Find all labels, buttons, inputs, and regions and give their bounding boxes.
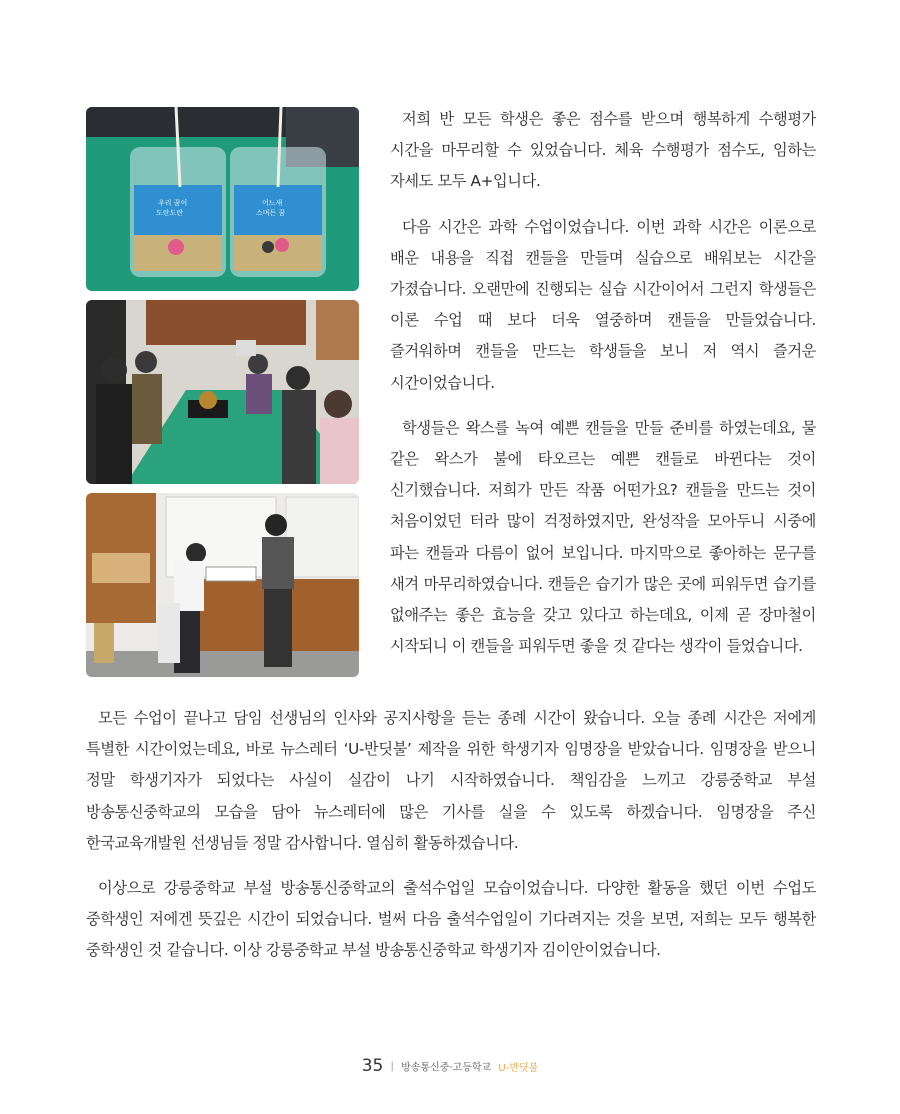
candle-label-right-1: 어느새 [262,199,283,207]
paragraph-candle-making: 학생들은 왁스를 녹여 예쁜 캔들을 만들 준비를 하였는데요, 물 같은 왁스가 불에 타오르는 예쁜 캔들로 바뀐다는 것이 신기했습니다. 저희가 만든 작품 어떤가요? 캔들을 만드는 것이 처음이었던 터라 많이 걱정하였지만, 완성작을 모아두니 시중에 파는 캔들과 다름이 없어 보입니다. 마지막으로 좋아하는 문구를 새겨 마무리하였습니다. 캔들은 습기가 많은 곳에 피워두면 습기를 없애주는 좋은 효능을 갖고 있다고 하는데요, 이제 곧 장마철이 시작되니 이 캔들을 피워두면 좋을 것 같다는 생각이 들었습니다. [390,418,816,656]
paragraph-closing-assembly: 모든 수업이 끝나고 담임 선생님의 인사와 공지사항을 듣는 종례 시간이 왔습니다. 오늘 종례 시간은 저에게 특별한 시간이었는데요, 바로 뉴스레터 ‘U-반딧불’ 제작을 위한 학생기자 임명장을 받았습니다. 임명장을 받으니 정말 학생기자가 되었다는 사실이 실감이 나기 시작하였습니다. 책임감을 느끼고 강릉중학교 부설 방송통신중학교의 모습을 담아 뉴스레터에 많은 기사를 실을 수 있도록 하겠습니다. 임명장을 주신 한국교육개발원 선생님들 정말 감사합니다. 열심히 활동하겠습니다. [86,709,816,852]
full-text-column [86,703,816,981]
footer-school-name: 방송통신중·고등학교 [401,1062,492,1074]
candle-label-right-2: 스며든 꿈 [256,209,286,217]
candle-label-left-2: 도란도란 [156,209,184,217]
side-text-column [390,104,816,676]
page-number: 35 [361,1056,384,1076]
candle-label-left-1: 우리 꿈이 [158,199,188,207]
photo-candles [86,107,359,291]
footer-brand: U-반딧불 [498,1062,539,1074]
paragraph-conclusion: 이상으로 강릉중학교 부설 방송통신중학교의 출석수업일 모습이었습니다. 다양한 활동을 했던 이번 수업도 중학생인 저에겐 뜻깊은 시간이 되었습니다. 벌써 다음 출석수업일이 기다려지는 것을 보면, 저희는 모두 행복한 중학생인 것 같습니다. 이상 강릉중학교 부설 방송통신중학교 학생기자 김이안이었습니다. [86,879,816,960]
photo-classroom [86,300,359,484]
paragraph-performance: 저희 반 모든 학생은 좋은 점수를 받으며 행복하게 수행평가 시간을 마무리할 수 있었습니다. 체육 수행평가 점수도, 임하는 자세도 모두 A+입니다. [390,110,816,191]
paragraph-science-class: 다음 시간은 과학 수업이었습니다. 이번 과학 시간은 이론으로 배운 내용을 직접 캔들을 만들며 실습으로 배워보는 시간을 가졌습니다. 오랜만에 진행되는 실습 시간이어서 그런지 학생들은 이론 수업 때 보다 더욱 열중하며 캔들을 만들었습니다. 즐거워하며 캔들을 만드는 학생들을 보니 저 역시 즐거운 시간이었습니다. [390,217,816,392]
photo-ceremony [86,493,359,677]
page-footer [0,1056,900,1076]
footer-separator: | [390,1060,394,1072]
